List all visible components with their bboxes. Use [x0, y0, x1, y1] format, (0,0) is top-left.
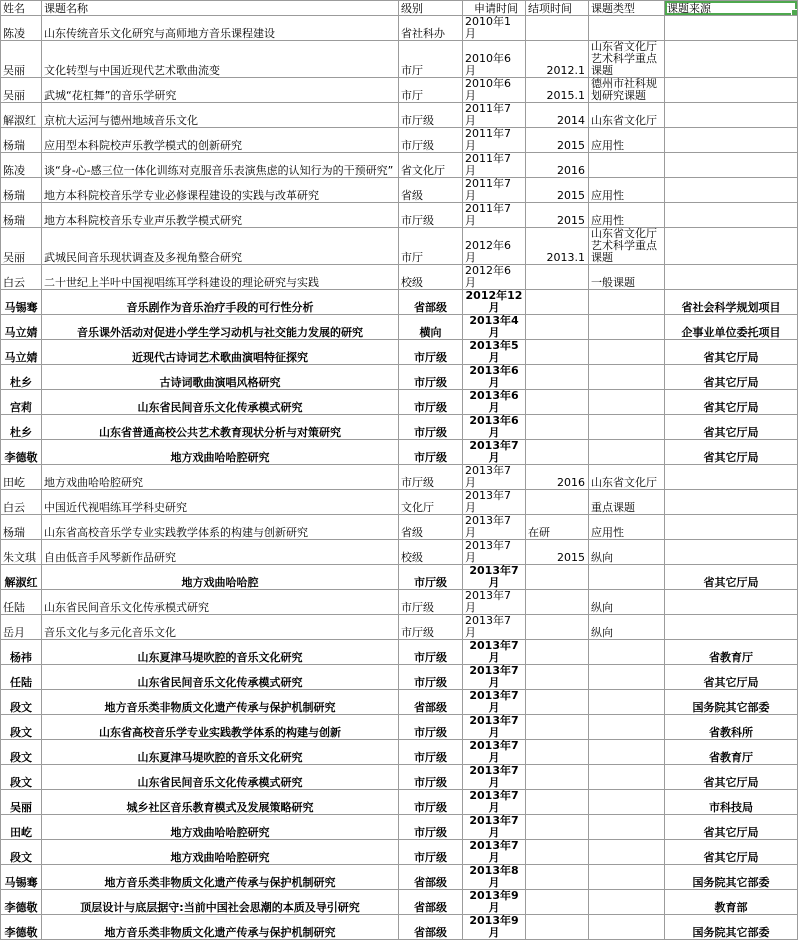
cell-title[interactable]: 中国近代视唱练耳学科史研究 [42, 490, 399, 515]
cell-apply[interactable]: 2013年6月 [463, 365, 526, 390]
cell-name[interactable]: 宫莉 [1, 390, 42, 415]
cell-name[interactable]: 任陆 [1, 665, 42, 690]
cell-source[interactable]: 省教科所 [665, 715, 798, 740]
cell-apply[interactable]: 2013年7月 [463, 515, 526, 540]
header-cell-title[interactable]: 课题名称 [42, 1, 399, 16]
cell-source[interactable]: 省其它厅局 [665, 390, 798, 415]
cell-name[interactable]: 岳月 [1, 615, 42, 640]
table-row [1, 490, 798, 515]
table-row [1, 740, 798, 765]
cell-level[interactable]: 横向 [399, 315, 463, 340]
cell-apply[interactable]: 2013年7月 [463, 715, 526, 740]
cell-title[interactable]: 山东传统音乐文化研究与高师地方音乐课程建设 [42, 16, 399, 41]
cell-source[interactable]: 省其它厅局 [665, 365, 798, 390]
cell-title[interactable]: 武城“花杠舞”的音乐学研究 [42, 78, 399, 103]
cell-level[interactable]: 市厅级 [399, 440, 463, 465]
cell-name[interactable]: 马立婧 [1, 340, 42, 365]
cell-source[interactable]: 省教育厅 [665, 740, 798, 765]
table-row [1, 41, 798, 78]
cell-name[interactable]: 李德敬 [1, 440, 42, 465]
cell-apply[interactable]: 2013年7月 [463, 465, 526, 490]
header-cell-type[interactable]: 课题类型 [589, 1, 665, 16]
cell-type[interactable]: 一般课题 [589, 265, 665, 290]
cell-level[interactable]: 市厅级 [399, 465, 463, 490]
cell-level[interactable]: 市厅级 [399, 565, 463, 590]
cell-level[interactable]: 校级 [399, 540, 463, 565]
cell-name[interactable]: 马锡骞 [1, 865, 42, 890]
table-row [1, 640, 798, 665]
cell-apply[interactable]: 2013年7月 [463, 490, 526, 515]
cell-apply[interactable]: 2013年8月 [463, 865, 526, 890]
cell-finish[interactable] [526, 690, 589, 715]
cell-source[interactable] [665, 590, 798, 615]
cell-level[interactable]: 省级 [399, 178, 463, 203]
table-row [1, 265, 798, 290]
cell-apply[interactable]: 2013年6月 [463, 415, 526, 440]
cell-level[interactable]: 市厅级 [399, 640, 463, 665]
cell-finish[interactable]: 2013.1 [526, 228, 589, 265]
table-row [1, 915, 798, 940]
cell-finish[interactable] [526, 390, 589, 415]
cell-name[interactable]: 段文 [1, 765, 42, 790]
cell-source[interactable] [665, 41, 798, 78]
cell-type[interactable] [589, 153, 665, 178]
cell-type[interactable] [589, 640, 665, 665]
cell-title[interactable]: 应用型本科院校声乐教学模式的创新研究 [42, 128, 399, 153]
header-cell-name[interactable]: 姓名 [1, 1, 42, 16]
cell-source[interactable] [665, 78, 798, 103]
cell-name[interactable]: 杜乡 [1, 415, 42, 440]
cell-name[interactable]: 段文 [1, 840, 42, 865]
cell-name[interactable]: 陈凌 [1, 16, 42, 41]
cell-type[interactable]: 山东省文化厅 [589, 103, 665, 128]
cell-type[interactable] [589, 890, 665, 915]
table-row [1, 515, 798, 540]
table-body [1, 16, 798, 940]
cell-title[interactable]: 二十世纪上半叶中国视唱练耳学科建设的理论研究与实践 [42, 265, 399, 290]
cell-source[interactable]: 省其它厅局 [665, 815, 798, 840]
table-row [1, 290, 798, 315]
table-row [1, 415, 798, 440]
cell-type[interactable] [589, 690, 665, 715]
cell-source[interactable] [665, 465, 798, 490]
table-row [1, 153, 798, 178]
table-row [1, 715, 798, 740]
cell-finish[interactable] [526, 890, 589, 915]
table-row [1, 340, 798, 365]
cell-level[interactable]: 市厅级 [399, 715, 463, 740]
cell-finish[interactable] [526, 665, 589, 690]
cell-name[interactable]: 吴丽 [1, 41, 42, 78]
table-row [1, 440, 798, 465]
cell-source[interactable]: 市科技局 [665, 790, 798, 815]
cell-title[interactable]: 山东夏津马堤吹腔的音乐文化研究 [42, 740, 399, 765]
cell-type[interactable]: 山东省文化厅艺术科学重点课题 [589, 41, 665, 78]
cell-finish[interactable] [526, 715, 589, 740]
cell-finish[interactable] [526, 840, 589, 865]
cell-name[interactable]: 吴丽 [1, 790, 42, 815]
header-cell-apply-time[interactable]: 申请时间 [463, 1, 526, 16]
cell-finish[interactable] [526, 590, 589, 615]
cell-type[interactable] [589, 715, 665, 740]
table-row [1, 890, 798, 915]
cell-title[interactable]: 地方戏曲哈哈腔研究 [42, 440, 399, 465]
header-cell-finish-time[interactable]: 结项时间 [526, 1, 589, 16]
cell-source[interactable] [665, 153, 798, 178]
fill-handle[interactable] [791, 9, 798, 16]
cell-type[interactable] [589, 290, 665, 315]
cell-title[interactable]: 顶层设计与底层据守:当前中国社会思潮的本质及导引研究 [42, 890, 399, 915]
cell-source[interactable] [665, 128, 798, 153]
cell-title[interactable]: 山东省高校音乐学专业实践教学体系的构建与创新 [42, 715, 399, 740]
table-row [1, 390, 798, 415]
cell-name[interactable]: 朱文琪 [1, 540, 42, 565]
cell-title[interactable]: 武城民间音乐现状调查及多视角整合研究 [42, 228, 399, 265]
cell-type[interactable] [589, 815, 665, 840]
cell-source[interactable]: 企事业单位委托项目 [665, 315, 798, 340]
cell-level[interactable]: 省部级 [399, 865, 463, 890]
cell-type[interactable] [589, 365, 665, 390]
cell-finish[interactable]: 2015 [526, 128, 589, 153]
cell-title[interactable]: 地方戏曲哈哈腔研究 [42, 465, 399, 490]
cell-title[interactable]: 京杭大运河与德州地域音乐文化 [42, 103, 399, 128]
cell-finish[interactable] [526, 790, 589, 815]
cell-name[interactable]: 杨瑞 [1, 203, 42, 228]
cell-source[interactable]: 省其它厅局 [665, 840, 798, 865]
cell-finish[interactable]: 2016 [526, 153, 589, 178]
cell-type[interactable]: 应用性 [589, 178, 665, 203]
cell-apply[interactable]: 2013年7月 [463, 790, 526, 815]
cell-name[interactable]: 吴丽 [1, 78, 42, 103]
header-cell-source selected-cell[interactable] [665, 1, 798, 16]
header-cell-level[interactable]: 级别 [399, 1, 463, 16]
cell-finish[interactable]: 2015 [526, 203, 589, 228]
cell-name[interactable]: 任陆 [1, 590, 42, 615]
cell-source[interactable]: 省其它厅局 [665, 665, 798, 690]
cell-type[interactable] [589, 415, 665, 440]
cell-apply[interactable]: 2012年6月 [463, 265, 526, 290]
cell-type[interactable] [589, 16, 665, 41]
cell-source[interactable]: 省其它厅局 [665, 565, 798, 590]
cell-level[interactable]: 省部级 [399, 915, 463, 940]
cell-apply[interactable]: 2013年7月 [463, 690, 526, 715]
table-row [1, 565, 798, 590]
cell-finish[interactable] [526, 565, 589, 590]
cell-finish[interactable] [526, 315, 589, 340]
cell-apply[interactable]: 2012年12月 [463, 290, 526, 315]
cell-level[interactable]: 市厅级 [399, 365, 463, 390]
cell-apply[interactable]: 2013年7月 [463, 565, 526, 590]
cell-source[interactable] [665, 103, 798, 128]
cell-apply[interactable]: 2013年9月 [463, 915, 526, 940]
cell-type[interactable] [589, 390, 665, 415]
cell-title[interactable]: 山东省高校音乐学专业实践教学体系的构建与创新研究 [42, 515, 399, 540]
cell-title[interactable]: 城乡社区音乐教育模式及发展策略研究 [42, 790, 399, 815]
cell-level[interactable]: 市厅级 [399, 815, 463, 840]
cell-type[interactable]: 纵向 [589, 540, 665, 565]
cell-finish[interactable] [526, 815, 589, 840]
cell-finish[interactable] [526, 440, 589, 465]
cell-title[interactable]: 音乐剧作为音乐治疗手段的可行性分析 [42, 290, 399, 315]
cell-title[interactable]: 文化转型与中国近现代艺术歌曲流变 [42, 41, 399, 78]
cell-level[interactable]: 市厅 [399, 41, 463, 78]
cell-source[interactable] [665, 265, 798, 290]
cell-type[interactable] [589, 915, 665, 940]
cell-name[interactable]: 杨瑞 [1, 515, 42, 540]
cell-source[interactable]: 省其它厅局 [665, 765, 798, 790]
table-row [1, 228, 798, 265]
cell-title[interactable]: 近现代古诗词艺术歌曲演唱特征探究 [42, 340, 399, 365]
cell-type[interactable]: 应用性 [589, 128, 665, 153]
cell-finish[interactable]: 2015 [526, 178, 589, 203]
cell-title[interactable]: 地方戏曲哈哈腔研究 [42, 815, 399, 840]
cell-title[interactable]: 音乐文化与多元化音乐文化 [42, 615, 399, 640]
table-row [1, 203, 798, 228]
cell-apply[interactable]: 2013年7月 [463, 640, 526, 665]
cell-type[interactable] [589, 765, 665, 790]
cell-finish[interactable] [526, 16, 589, 41]
cell-finish[interactable] [526, 490, 589, 515]
cell-apply[interactable]: 2013年7月 [463, 840, 526, 865]
cell-source[interactable] [665, 203, 798, 228]
cell-level[interactable]: 市厅 [399, 228, 463, 265]
cell-source[interactable] [665, 515, 798, 540]
table-row [1, 78, 798, 103]
cell-type[interactable] [589, 665, 665, 690]
cell-type[interactable]: 山东省文化厅 [589, 465, 665, 490]
cell-apply[interactable]: 2013年7月 [463, 665, 526, 690]
cell-finish[interactable] [526, 765, 589, 790]
cell-level[interactable]: 省部级 [399, 690, 463, 715]
cell-title[interactable]: 地方本科院校音乐专业声乐教学模式研究 [42, 203, 399, 228]
table-row [1, 690, 798, 715]
table-row [1, 178, 798, 203]
cell-type[interactable]: 山东省文化厅艺术科学重点课题 [589, 228, 665, 265]
cell-title[interactable]: 地方音乐类非物质文化遗产传承与保护机制研究 [42, 865, 399, 890]
cell-level[interactable]: 省级 [399, 515, 463, 540]
cell-finish[interactable] [526, 365, 589, 390]
cell-type[interactable]: 纵向 [589, 615, 665, 640]
cell-apply[interactable]: 2011年7月 [463, 153, 526, 178]
cell-source[interactable]: 省其它厅局 [665, 340, 798, 365]
cell-apply[interactable]: 2013年7月 [463, 615, 526, 640]
cell-source[interactable]: 国务院其它部委 [665, 865, 798, 890]
cell-finish[interactable] [526, 740, 589, 765]
cell-name[interactable]: 杨祎 [1, 640, 42, 665]
cell-finish[interactable]: 2015.1 [526, 78, 589, 103]
cell-level[interactable]: 市厅级 [399, 128, 463, 153]
table-row [1, 765, 798, 790]
cell-source[interactable] [665, 615, 798, 640]
cell-level[interactable]: 市厅级 [399, 740, 463, 765]
cell-finish[interactable]: 在研 [526, 515, 589, 540]
table-row [1, 128, 798, 153]
cell-finish[interactable] [526, 615, 589, 640]
cell-finish[interactable] [526, 265, 589, 290]
cell-apply[interactable]: 2010年6月 [463, 41, 526, 78]
table-row [1, 365, 798, 390]
cell-level[interactable]: 市厅级 [399, 340, 463, 365]
cell-name[interactable]: 白云 [1, 490, 42, 515]
cell-apply[interactable]: 2010年1月 [463, 16, 526, 41]
cell-apply[interactable]: 2013年7月 [463, 440, 526, 465]
table-row [1, 865, 798, 890]
table-row [1, 665, 798, 690]
cell-finish[interactable] [526, 640, 589, 665]
cell-source[interactable]: 省教育厅 [665, 640, 798, 665]
cell-type[interactable]: 德州市社科规划研究课题 [589, 78, 665, 103]
cell-level[interactable]: 市厅级 [399, 203, 463, 228]
cell-level[interactable]: 市厅级 [399, 790, 463, 815]
table-row [1, 615, 798, 640]
cell-apply[interactable]: 2013年7月 [463, 740, 526, 765]
cell-title[interactable]: 古诗词歌曲演唱风格研究 [42, 365, 399, 390]
cell-level[interactable]: 市厅级 [399, 590, 463, 615]
cell-title[interactable]: 山东夏津马堤吹腔的音乐文化研究 [42, 640, 399, 665]
cell-finish[interactable] [526, 865, 589, 890]
table-row [1, 103, 798, 128]
cell-finish[interactable]: 2015 [526, 540, 589, 565]
cell-type[interactable] [589, 790, 665, 815]
cell-name[interactable]: 田屹 [1, 815, 42, 840]
cell-title[interactable]: 山东省民间音乐文化传承模式研究 [42, 665, 399, 690]
table-row [1, 465, 798, 490]
cell-source[interactable]: 教育部 [665, 890, 798, 915]
cell-type[interactable] [589, 565, 665, 590]
selected-cell-label: 课题来源 [667, 2, 711, 15]
cell-name[interactable]: 解淑红 [1, 103, 42, 128]
cell-level[interactable]: 校级 [399, 265, 463, 290]
cell-name[interactable]: 段文 [1, 715, 42, 740]
cell-type[interactable] [589, 865, 665, 890]
cell-type[interactable]: 重点课题 [589, 490, 665, 515]
cell-title[interactable]: 地方音乐类非物质文化遗产传承与保护机制研究 [42, 915, 399, 940]
cell-level[interactable]: 省部级 [399, 890, 463, 915]
cell-finish[interactable] [526, 915, 589, 940]
cell-apply[interactable]: 2011年7月 [463, 103, 526, 128]
cell-source[interactable]: 省社会科学规划项目 [665, 290, 798, 315]
cell-name[interactable]: 段文 [1, 690, 42, 715]
cell-level[interactable]: 省部级 [399, 290, 463, 315]
cell-finish[interactable]: 2016 [526, 465, 589, 490]
cell-apply[interactable]: 2013年6月 [463, 390, 526, 415]
cell-level[interactable]: 市厅级 [399, 840, 463, 865]
cell-source[interactable] [665, 490, 798, 515]
cell-level[interactable]: 市厅级 [399, 615, 463, 640]
cell-finish[interactable] [526, 290, 589, 315]
cell-apply[interactable]: 2010年6月 [463, 78, 526, 103]
cell-type[interactable]: 应用性 [589, 515, 665, 540]
cell-name[interactable]: 白云 [1, 265, 42, 290]
cell-apply[interactable]: 2013年7月 [463, 765, 526, 790]
cell-level[interactable]: 市厅级 [399, 390, 463, 415]
cell-name[interactable]: 吴丽 [1, 228, 42, 265]
table-row [1, 590, 798, 615]
cell-type[interactable]: 应用性 [589, 203, 665, 228]
cell-title[interactable]: 山东省民间音乐文化传承模式研究 [42, 390, 399, 415]
table-row [1, 840, 798, 865]
header-row [1, 1, 798, 16]
cell-name[interactable]: 杨瑞 [1, 128, 42, 153]
cell-finish[interactable] [526, 415, 589, 440]
cell-level[interactable]: 市厅级 [399, 765, 463, 790]
cell-apply[interactable]: 2011年7月 [463, 178, 526, 203]
table-row [1, 815, 798, 840]
cell-level[interactable]: 省社科办 [399, 16, 463, 41]
cell-title[interactable]: 自由低音手风琴新作品研究 [42, 540, 399, 565]
cell-name[interactable]: 马立婧 [1, 315, 42, 340]
cell-title[interactable]: 音乐课外活动对促进小学生学习动机与社交能力发展的研究 [42, 315, 399, 340]
cell-source[interactable]: 省其它厅局 [665, 415, 798, 440]
cell-title[interactable]: 山东省民间音乐文化传承模式研究 [42, 590, 399, 615]
cell-level[interactable]: 省文化厅 [399, 153, 463, 178]
cell-apply[interactable]: 2013年7月 [463, 590, 526, 615]
cell-title[interactable]: 山东省民间音乐文化传承模式研究 [42, 765, 399, 790]
cell-finish[interactable]: 2014 [526, 103, 589, 128]
cell-source[interactable]: 国务院其它部委 [665, 915, 798, 940]
table-row [1, 16, 798, 41]
cell-title[interactable]: 山东省普通高校公共艺术教育现状分析与对策研究 [42, 415, 399, 440]
cell-level[interactable]: 文化厅 [399, 490, 463, 515]
table-row [1, 790, 798, 815]
cell-title[interactable]: 谈“身-心-感三位一体化训练对克服音乐表演焦虑的认知行为的干预研究” [42, 153, 399, 178]
cell-level[interactable]: 市厅级 [399, 415, 463, 440]
cell-apply[interactable]: 2013年7月 [463, 540, 526, 565]
cell-level[interactable]: 市厅级 [399, 665, 463, 690]
cell-type[interactable] [589, 340, 665, 365]
cell-type[interactable] [589, 840, 665, 865]
cell-apply[interactable]: 2013年5月 [463, 340, 526, 365]
cell-apply[interactable]: 2011年7月 [463, 203, 526, 228]
cell-apply[interactable]: 2013年7月 [463, 815, 526, 840]
cell-source[interactable]: 国务院其它部委 [665, 690, 798, 715]
cell-type[interactable] [589, 440, 665, 465]
cell-apply[interactable]: 2012年6月 [463, 228, 526, 265]
cell-source[interactable] [665, 178, 798, 203]
cell-title[interactable]: 地方本科院校音乐学专业必修课程建设的实践与改革研究 [42, 178, 399, 203]
cell-level[interactable]: 市厅级 [399, 103, 463, 128]
cell-title[interactable]: 地方音乐类非物质文化遗产传承与保护机制研究 [42, 690, 399, 715]
cell-name[interactable]: 马锡骞 [1, 290, 42, 315]
cell-name[interactable]: 段文 [1, 740, 42, 765]
cell-source[interactable] [665, 228, 798, 265]
cell-type[interactable] [589, 740, 665, 765]
cell-source[interactable] [665, 16, 798, 41]
cell-finish[interactable] [526, 340, 589, 365]
cell-source[interactable]: 省其它厅局 [665, 440, 798, 465]
table-row [1, 315, 798, 340]
cell-title[interactable]: 地方戏曲哈哈腔 [42, 565, 399, 590]
cell-title[interactable]: 地方戏曲哈哈腔研究 [42, 840, 399, 865]
cell-apply[interactable]: 2013年9月 [463, 890, 526, 915]
cell-name[interactable]: 解淑红 [1, 565, 42, 590]
cell-name[interactable]: 李德敬 [1, 890, 42, 915]
cell-finish[interactable]: 2012.1 [526, 41, 589, 78]
cell-apply[interactable]: 2011年7月 [463, 128, 526, 153]
cell-level[interactable]: 市厅 [399, 78, 463, 103]
cell-name[interactable]: 田屹 [1, 465, 42, 490]
cell-apply[interactable]: 2013年4月 [463, 315, 526, 340]
cell-name[interactable]: 陈凌 [1, 153, 42, 178]
cell-type[interactable] [589, 315, 665, 340]
cell-name[interactable]: 李德敬 [1, 915, 42, 940]
cell-type[interactable]: 纵向 [589, 590, 665, 615]
cell-name[interactable]: 杜乡 [1, 365, 42, 390]
cell-name[interactable]: 杨瑞 [1, 178, 42, 203]
